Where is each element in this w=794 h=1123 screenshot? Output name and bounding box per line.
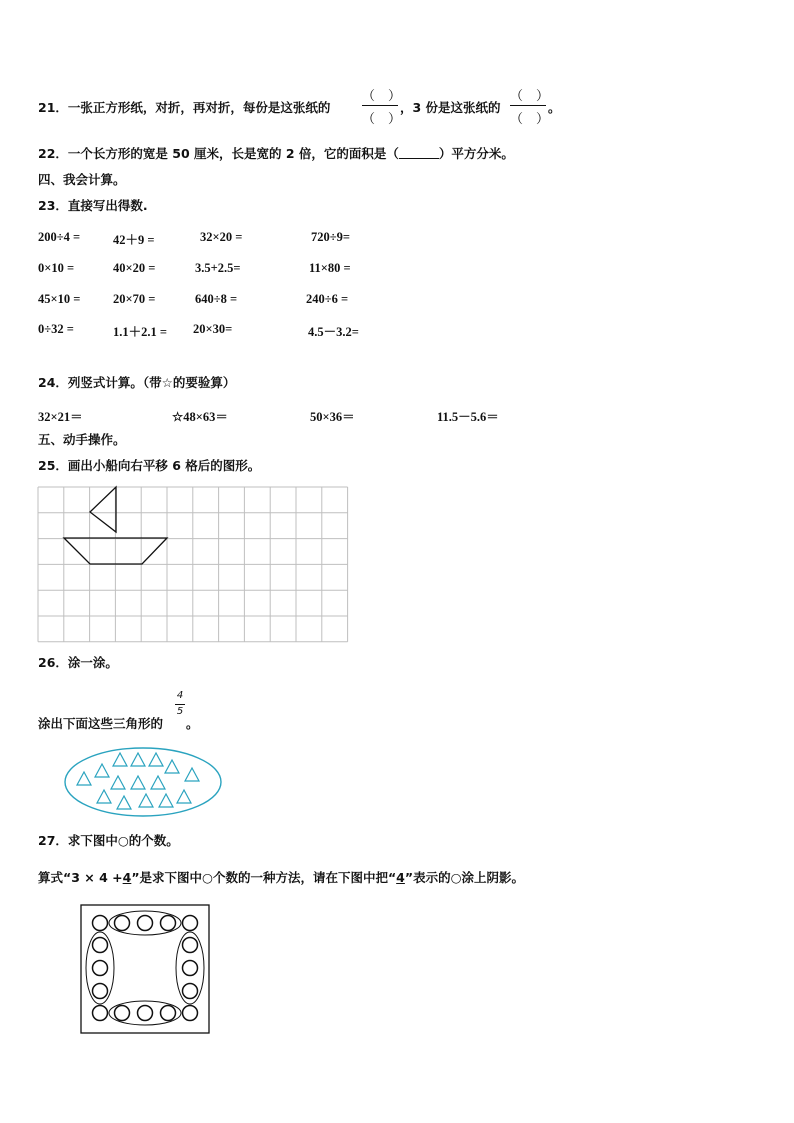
q27-instruction xyxy=(38,870,524,886)
calc-item: 0×10 = xyxy=(38,261,75,275)
q21-fraction-1-denominator: （ ） xyxy=(362,112,402,127)
count-circle[interactable] xyxy=(183,961,198,976)
count-circle[interactable] xyxy=(161,1006,176,1021)
q21-fraction-2-denominator: （ ） xyxy=(510,112,550,127)
triangle-shape[interactable] xyxy=(131,776,145,789)
q27-text-c: ”表示的○涂上阴影。 xyxy=(404,870,524,885)
triangle-shape[interactable] xyxy=(185,768,199,781)
q21-text-end: 。 xyxy=(548,100,561,115)
calc-item: 4.5－3.2= xyxy=(308,325,359,339)
calc-item: 1.1＋2.1 = xyxy=(113,325,167,339)
calc-item: 40×20 = xyxy=(113,261,156,275)
q24-title: 24．列竖式计算。（带☆的要验算） xyxy=(38,375,236,390)
fraction-bar xyxy=(175,704,185,705)
triangle-group xyxy=(77,753,199,809)
q26-fraction-denominator: 5 xyxy=(176,706,184,717)
calc-item: 240÷6 = xyxy=(306,292,349,306)
q21-fraction-1-numerator: （ ） xyxy=(362,89,402,104)
count-circle[interactable] xyxy=(183,916,198,931)
count-circle[interactable] xyxy=(93,916,108,931)
q22-answer-blank[interactable] xyxy=(399,146,439,159)
calc-item: 32×20 = xyxy=(200,230,243,244)
count-circle[interactable] xyxy=(138,1006,153,1021)
count-circle[interactable] xyxy=(138,916,153,931)
triangle-shape[interactable] xyxy=(139,794,153,807)
triangle-shape[interactable] xyxy=(117,796,131,809)
q21-fraction-1 xyxy=(362,83,402,129)
triangle-shape[interactable] xyxy=(97,790,111,803)
calc-item: 11×80 = xyxy=(309,261,351,275)
calc-item: 640÷8 = xyxy=(195,292,238,306)
triangle-shape[interactable] xyxy=(77,772,91,785)
calc-item: 200÷4 = xyxy=(38,230,81,244)
q22-text-b: ）平方分米。 xyxy=(438,146,514,161)
q22-text xyxy=(38,146,514,162)
triangle-shape[interactable] xyxy=(165,760,179,773)
q21-fraction-2-numerator: （ ） xyxy=(510,89,550,104)
q26-fraction-numerator: 4 xyxy=(176,690,184,701)
triangle-shape[interactable] xyxy=(159,794,173,807)
boat-sail xyxy=(90,487,116,532)
q26-title: 26．涂一涂。 xyxy=(38,655,118,670)
vertical-calc-item: ☆48×63＝ xyxy=(172,410,228,424)
calc-item: 42＋9 = xyxy=(113,233,155,247)
count-circle[interactable] xyxy=(93,938,108,953)
q26-text: 涂出下面这些三角形的 xyxy=(38,716,164,731)
triangle-shape[interactable] xyxy=(113,753,127,766)
q27-text-a: 算式“3 × 4 + xyxy=(38,870,123,885)
calc-item: 3.5+2.5= xyxy=(195,261,241,275)
ellipse-outline xyxy=(65,748,221,816)
grid-lines xyxy=(38,487,348,642)
count-circle[interactable] xyxy=(115,916,130,931)
q27-title: 27．求下图中○的个数。 xyxy=(38,833,179,848)
q22-text-a: 22．一个长方形的宽是 50 厘米，长是宽的 2 倍，它的面积是（ xyxy=(38,146,399,161)
count-circle[interactable] xyxy=(161,916,176,931)
q21-text-a: 21．一张正方形纸，对折，再对折，每份是这张纸的 xyxy=(38,100,331,115)
triangle-shape[interactable] xyxy=(95,764,109,777)
q27-underlined-number: 4 xyxy=(122,870,132,885)
triangle-shape[interactable] xyxy=(131,753,145,766)
circle-diagram xyxy=(80,904,210,1034)
fraction-bar xyxy=(362,105,398,106)
calc-item: 45×10 = xyxy=(38,292,81,306)
vertical-calc-item: 11.5－5.6＝ xyxy=(437,410,499,424)
calc-item: 0÷32 = xyxy=(38,322,74,336)
count-circle[interactable] xyxy=(183,984,198,999)
count-circle[interactable] xyxy=(183,1006,198,1021)
triangle-shape[interactable] xyxy=(111,776,125,789)
count-circle[interactable] xyxy=(93,1006,108,1021)
q27-text-b: ”是求下图中○个数的一种方法，请在下图中把“ xyxy=(131,870,397,885)
q21-text-b: ，3 份是这张纸的 xyxy=(400,100,501,115)
triangle-ellipse xyxy=(64,747,224,819)
count-circle[interactable] xyxy=(115,1006,130,1021)
q25-title: 25．画出小船向右平移 6 格后的图形。 xyxy=(38,458,261,473)
vertical-calc-item: 50×36＝ xyxy=(310,410,355,424)
triangle-shape[interactable] xyxy=(151,776,165,789)
section-four-heading: 四、我会计算。 xyxy=(38,172,126,187)
q21-fraction-2 xyxy=(510,83,550,129)
calc-item: 720÷9= xyxy=(311,230,350,244)
q27-underlined-number: 4 xyxy=(396,870,405,885)
vertical-calc-item: 32×21＝ xyxy=(38,410,83,424)
boat-grid[interactable] xyxy=(38,487,348,642)
q26-text-end: 。 xyxy=(186,716,199,731)
triangle-shape[interactable] xyxy=(177,790,191,803)
count-circle[interactable] xyxy=(183,938,198,953)
q23-title: 23．直接写出得数. xyxy=(38,198,148,213)
calc-item: 20×30= xyxy=(193,322,233,336)
circle-group xyxy=(93,916,198,1021)
q26-fraction xyxy=(175,690,185,728)
fraction-bar xyxy=(510,105,546,106)
calc-item: 20×70 = xyxy=(113,292,156,306)
triangle-shape[interactable] xyxy=(149,753,163,766)
count-circle[interactable] xyxy=(93,984,108,999)
count-circle[interactable] xyxy=(93,961,108,976)
section-five-heading: 五、动手操作。 xyxy=(38,432,126,447)
